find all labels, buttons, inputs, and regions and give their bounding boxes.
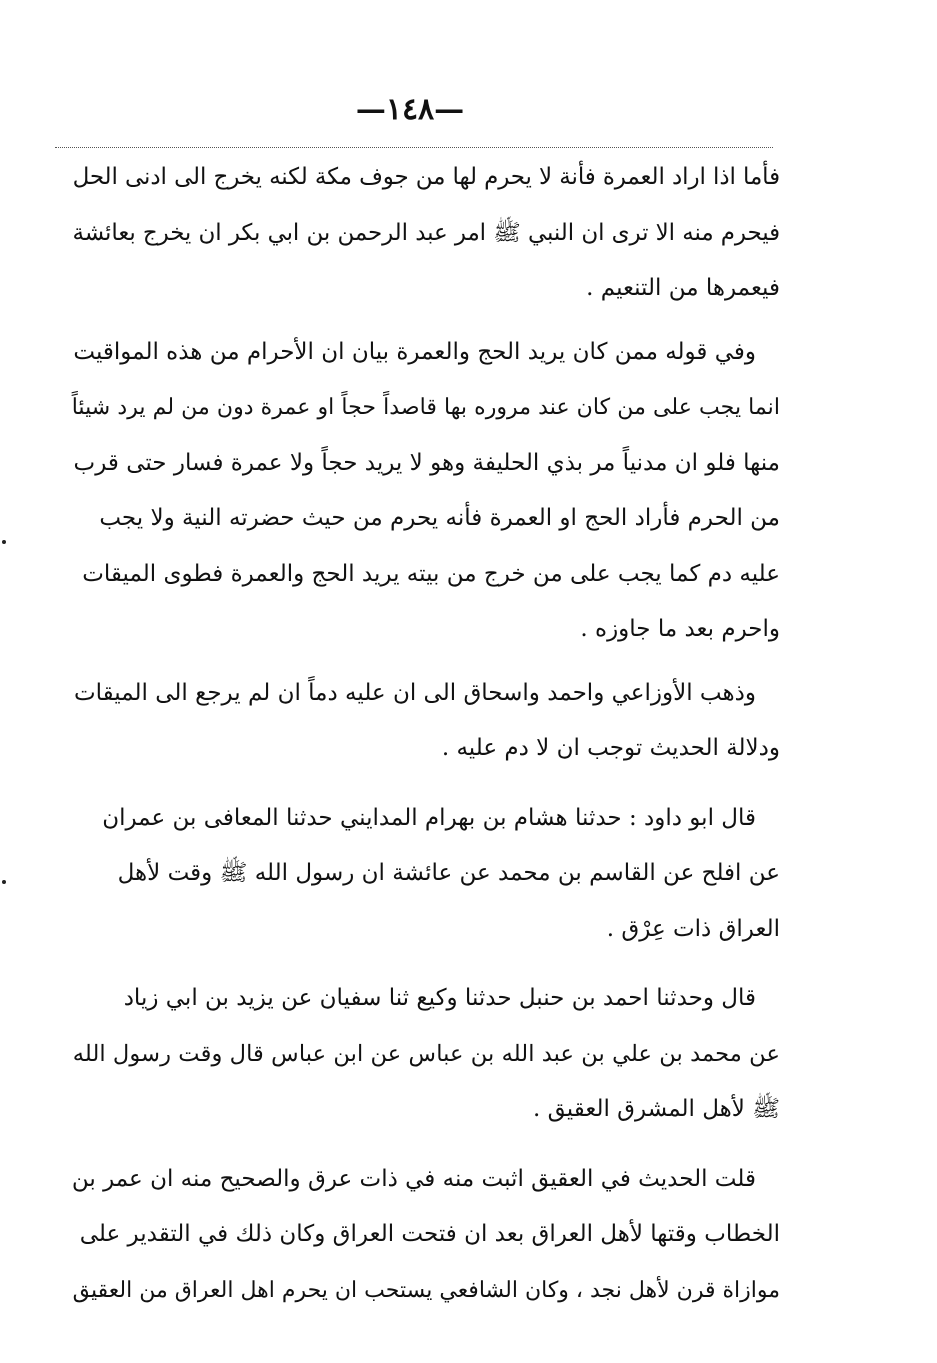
text-line: منها فلو ان مدنياً مر بذي الحليفة وهو لا يريد حجاً ولا عمرة فسار حتى قرب <box>73 449 780 476</box>
paragraph-umrah-ihram <box>72 150 780 317</box>
text-line: قلت الحديث في العقيق اثبت منه في ذات عرق والصحيح منه ان عمر بن <box>71 1165 756 1192</box>
text-line: قال ابو داود : حدثنا هشام بن بهرام المدايني حدثنا المعافى بن عمران <box>102 804 756 831</box>
text-line: فيعمرها من التنعيم . <box>586 275 780 301</box>
paragraph-commentary-aqiq <box>72 1152 780 1319</box>
text-line: من الحرم فأراد الحج او العمرة فأنه يحرم من حيث حضرته النية ولا يجب <box>99 505 780 531</box>
text-line: وفي قوله ممن كان يريد الحج والعمرة بيان ان الأحرام من هذه المواقيت <box>73 338 756 365</box>
text-line: وذهب الأوزاعي واحمد واسحاق الى ان عليه دماً ان لم يرجع الى الميقات <box>73 679 756 706</box>
paragraph-hadith-ahmad <box>72 971 780 1138</box>
paragraph-miqat-explanation <box>72 325 780 658</box>
text-line: واحرم بعد ما جاوزه . <box>580 616 780 642</box>
text-line: موازاة قرن لأهل نجد ، وكان الشافعي يستحب ان يحرم اهل العراق من العقيق <box>72 1277 780 1303</box>
body-text <box>72 150 780 1318</box>
text-line: الخطاب وقتها لأهل العراق بعد ان فتحت العراق وكان ذلك في التقدير على <box>79 1221 780 1247</box>
text-line: ﷺ لأهل المشرق العقيق . <box>532 1096 780 1122</box>
scan-speck <box>2 880 6 884</box>
text-line: فأما اذا اراد العمرة فأنة لا يحرم لها من جوف مكة لكنه يخرج الى ادنى الحل <box>72 164 780 190</box>
paragraph-hadith-abu-dawud <box>72 791 780 958</box>
page-number: —١٤٨— <box>355 92 465 127</box>
text-line: عليه دم كما يجب على من خرج من بيته يريد الحج والعمرة فطوى الميقات <box>82 560 780 587</box>
text-line: انما يجب على من كان عند مروره بها قاصداً حجاً او عمرة دون من لم يرد شيئاً <box>71 394 780 420</box>
header-dotted-rule <box>55 147 773 148</box>
text-line: عن محمد بن علي بن عبد الله بن عباس عن ابن عباس قال وقت رسول الله <box>72 1040 780 1067</box>
text-line: ودلالة الحديث توجب ان لا دم عليه . <box>441 735 780 761</box>
scan-speck <box>2 540 6 544</box>
text-line: قال وحدثنا احمد بن حنبل حدثنا وكيع ثنا سفيان عن يزيد بن ابي زياد <box>123 985 756 1011</box>
paragraph-scholars-opinion <box>72 666 780 777</box>
text-line: فيحرم منه الا ترى ان النبي ﷺ امر عبد الرحمن بن ابي بكر ان يخرج بعائشة <box>72 219 780 246</box>
text-line: العراق ذات عِرْق . <box>606 915 780 942</box>
text-line: عن افلح عن القاسم بن محمد عن عائشة ان رسول الله ﷺ وقت لأهل <box>117 860 780 886</box>
